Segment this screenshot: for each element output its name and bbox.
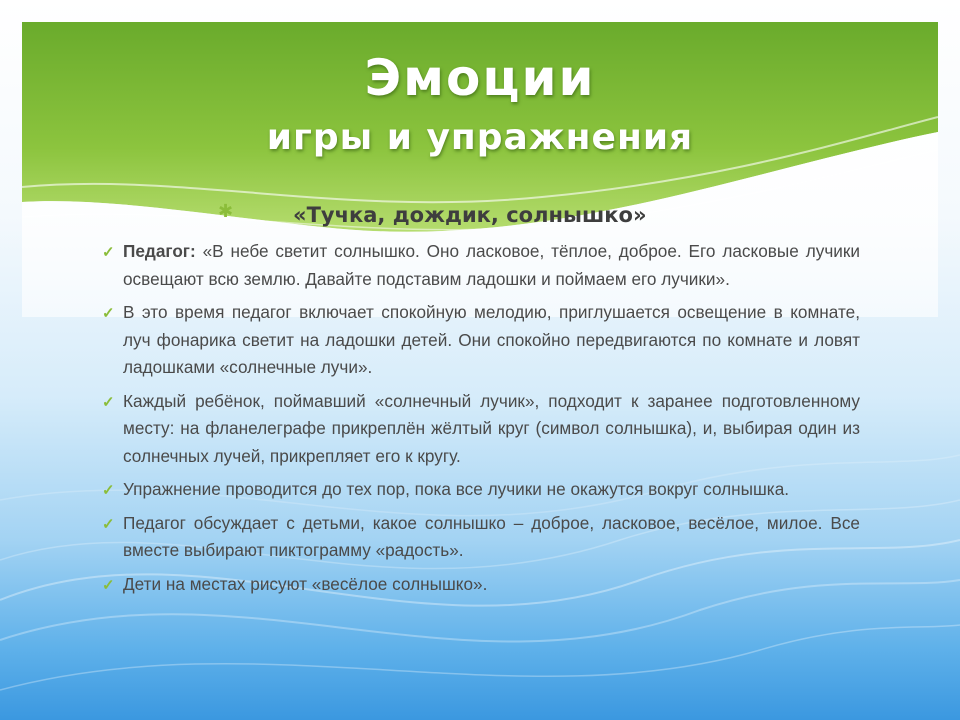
slide-title: Эмоции	[364, 49, 596, 107]
slide-subtitle: игры и упражнения	[266, 117, 694, 158]
list-item	[102, 238, 860, 293]
list-item-text: В это время педагог включает спокойную мелодию, приглушается освещение в комнате, луч фонарика светит на ладошки детей. Они спокойно передвигаются по комнате и ловят ладошками «солнечные лучи».	[123, 302, 860, 377]
list-item	[102, 299, 860, 382]
list-item-text: Дети на местах рисуют «весёлое солнышко».	[123, 573, 488, 594]
star-bullet-icon: ✱	[218, 201, 234, 222]
section-heading-row	[218, 197, 858, 237]
bullet-list	[102, 238, 860, 604]
list-item-text: Педагог обсуждает с детьми, какое солнышко – доброе, ласковое, весёлое, милое. Все вместе выбирают пиктограмму «радость».	[123, 512, 860, 560]
list-item	[102, 388, 860, 471]
list-item-label: Педагог:	[123, 241, 196, 261]
check-arrow-icon: ✓	[102, 305, 115, 322]
check-arrow-icon: ✓	[102, 482, 115, 499]
list-item-text: «В небе светит солнышко. Оно ласковое, тёплое, доброе. Его ласковые лучики освещают всю землю. Давайте подставим ладошки и поймаем его лучики».	[123, 241, 860, 289]
check-arrow-icon: ✓	[102, 393, 115, 411]
list-item	[102, 510, 860, 565]
list-item	[102, 571, 860, 599]
list-item-text: Каждый ребёнок, поймавший «солнечный лучик», подходит к заранее подготовленному месту: на фланелеграфе прикреплён жёлтый круг (символ солнышка), и, выбирая один из солнечных лучей, прикрепляет его к кругу.	[123, 390, 860, 466]
section-heading: «Тучка, дождик, солнышко»	[293, 203, 647, 227]
check-arrow-icon: ✓	[102, 515, 115, 533]
check-arrow-icon: ✓	[102, 576, 115, 594]
list-item	[102, 476, 860, 504]
list-item-text: Упражнение проводится до тех пор, пока все лучики не окажутся вокруг солнышка.	[123, 479, 790, 499]
check-arrow-icon: ✓	[102, 244, 115, 261]
